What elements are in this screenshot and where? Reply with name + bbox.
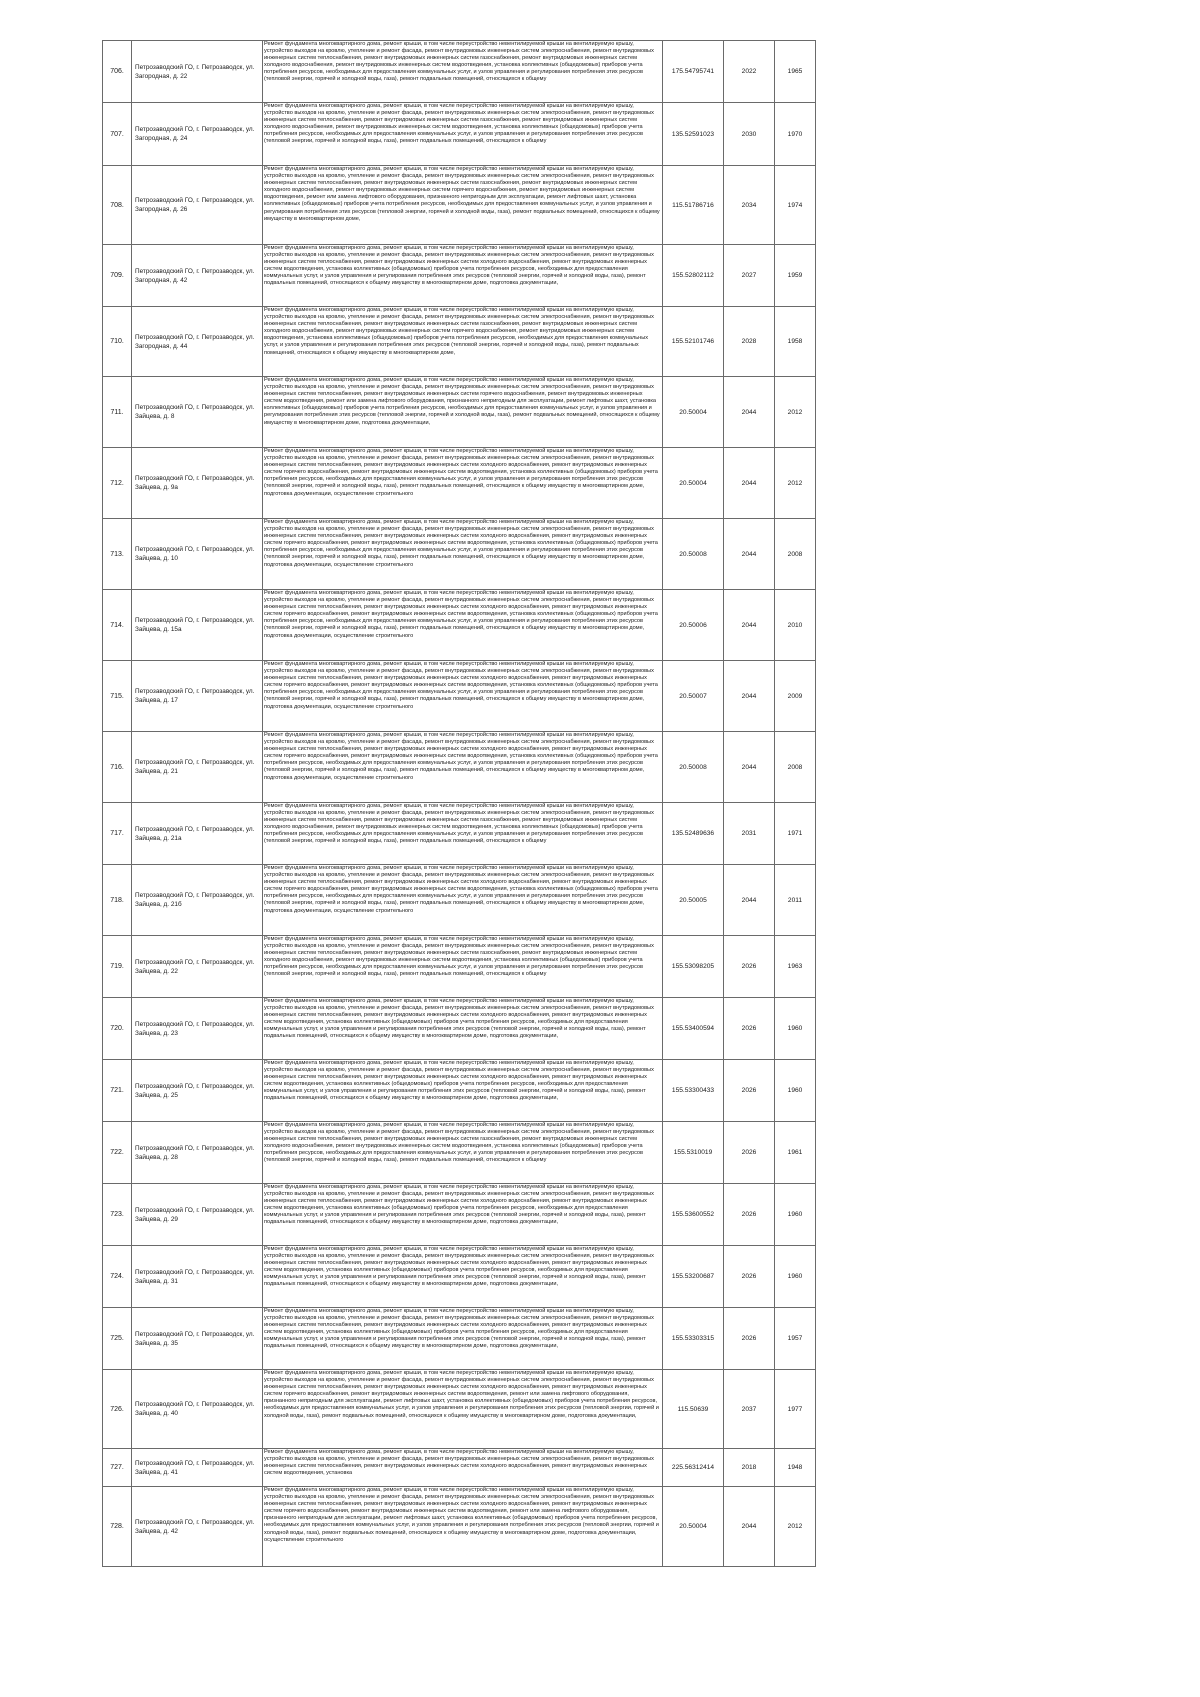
cost-cell: 135.52591023 (663, 103, 724, 166)
address-cell: Петрозаводский ГО, г. Петрозаводск, ул. Зайцева, д. 25 (132, 1060, 263, 1122)
repair-year-cell: 2026 (724, 998, 775, 1060)
built-year-cell: 1961 (775, 1122, 816, 1184)
works-text: Ремонт фундамента многоквартирного дома, ремонт крыши, в том числе переустройство невентилируемой крыши на вентилируемую крышу, устройство выходов на кровлю, утепление и ремонт фасада, ремонт внутридомовых инженерных систем электроснабжения, ремонт внутридомовых инженерных систем теплоснабжения, ремонт внутридомовых инженерных систем газоснабжения, ремонт внутридомовых инженерных систем холодного водоснабжения, ремонт внутридомовых инженерных систем водоотведения, установка коллективных (общедомовых) приборов учета потребления ресурсов, необходимых для предоставления коммунальных услуг, и узлов управления и регулирования потребления этих ресурсов (тепловой энергии, горячей и холодной воды, газа), ремонт подвальных помещений, относящихся к общему (264, 803, 654, 845)
cost-cell: 115.51786716 (663, 166, 724, 245)
works-cell (263, 1449, 663, 1487)
row-number: 711. (103, 377, 132, 448)
works-text: Ремонт фундамента многоквартирного дома, ремонт крыши, в том числе переустройство невентилируемой крыши на вентилируемую крышу, устройство выходов на кровлю, утепление и ремонт фасада, ремонт внутридомовых инженерных систем электроснабжения, ремонт внутридомовых инженерных систем теплоснабжения, ремонт внутридомовых инженерных систем холодного водоснабжения, ремонт внутридомовых инженерных систем водоотведения, установка коллективных (общедомовых) приборов учета потребления ресурсов, необходимых для предоставления коммунальных услуг, и узлов управления и регулирования потребления этих ресурсов (тепловой энергии, горячей и холодной воды, газа), ремонт подвальных помещений, относящихся к общему имуществу в многоквартирном доме, подготовка документации, (264, 998, 654, 1040)
works-cell (263, 307, 663, 377)
row-number: 726. (103, 1370, 132, 1449)
repair-year-cell: 2026 (724, 1184, 775, 1246)
works-text: Ремонт фундамента многоквартирного дома, ремонт крыши, в том числе переустройство невентилируемой крыши на вентилируемую крышу, устройство выходов на кровлю, утепление и ремонт фасада, ремонт внутридомовых инженерных систем электроснабжения, ремонт внутридомовых инженерных систем теплоснабжения, ремонт внутридомовых инженерных систем газоснабжения, ремонт внутридомовых инженерных систем холодного водоснабжения, ремонт внутридомовых инженерных систем горячего водоснабжения, ремонт внутридомовых инженерных систем водоотведения, ремонт или замена лифтового оборудования, признанного непригодным для эксплуатации, ремонт лифтовых шахт, установка коллективных (общедомовых) приборов учета потребления ресурсов, необходимых для предоставления коммунальных услуг, и узлов управления и регулирования потребления этих ресурсов (тепловой энергии, горячей и холодной воды, газа), ремонт подвальных помещений, относящихся к общему имуществу в многоквартирном доме, (264, 166, 660, 222)
repair-year-cell: 2044 (724, 519, 775, 590)
table-row (103, 865, 816, 936)
address-cell: Петрозаводский ГО, г. Петрозаводск, ул. Зайцева, д. 41 (132, 1449, 263, 1487)
cost-cell: 225.56312414 (663, 1449, 724, 1487)
works-text: Ремонт фундамента многоквартирного дома, ремонт крыши, в том числе переустройство невентилируемой крыши на вентилируемую крышу, устройство выходов на кровлю, утепление и ремонт фасада, ремонт внутридомовых инженерных систем электроснабжения, ремонт внутридомовых инженерных систем теплоснабжения, ремонт внутридомовых инженерных систем холодного водоснабжения, ремонт внутридомовых инженерных систем водоотведения, установка коллективных (общедомовых) приборов учета потребления ресурсов, необходимых для предоставления коммунальных услуг, и узлов управления и регулирования потребления этих ресурсов (тепловой энергии, горячей и холодной воды, газа), ремонт подвальных помещений, относящихся к общему имуществу в многоквартирном доме, подготовка документации, (264, 245, 654, 287)
built-year-cell: 1960 (775, 1184, 816, 1246)
works-cell (263, 998, 663, 1060)
built-year-cell: 1958 (775, 307, 816, 377)
address-cell: Петрозаводский ГО, г. Петрозаводск, ул. Зайцева, д. 22 (132, 936, 263, 998)
works-cell (263, 936, 663, 998)
cost-cell: 155.53200687 (663, 1246, 724, 1308)
cost-cell: 20.50008 (663, 519, 724, 590)
address-cell: Петрозаводский ГО, г. Петрозаводск, ул. Зайцева, д. 40 (132, 1370, 263, 1449)
table-row (103, 1487, 816, 1567)
works-cell (263, 245, 663, 307)
built-year-cell: 1977 (775, 1370, 816, 1449)
table-row (103, 41, 816, 103)
repair-year-cell: 2044 (724, 661, 775, 732)
repair-year-cell: 2044 (724, 590, 775, 661)
works-text: Ремонт фундамента многоквартирного дома, ремонт крыши, в том числе переустройство невентилируемой крыши на вентилируемую крышу, устройство выходов на кровлю, утепление и ремонт фасада, ремонт внутридомовых инженерных систем электроснабжения, ремонт внутридомовых инженерных систем теплоснабжения, ремонт внутридомовых инженерных систем газоснабжения, ремонт внутридомовых инженерных систем холодного водоснабжения, ремонт внутридомовых инженерных систем водоотведения, установка коллективных (общедомовых) приборов учета потребления ресурсов, необходимых для предоставления коммунальных услуг, и узлов управления и регулирования потребления этих ресурсов (тепловой энергии, горячей и холодной воды, газа), ремонт подвальных помещений, относящихся к общему (264, 1122, 654, 1164)
works-cell (263, 103, 663, 166)
repair-year-cell: 2037 (724, 1370, 775, 1449)
table-row (103, 519, 816, 590)
address-cell: Петрозаводский ГО, г. Петрозаводск, ул. Зайцева, д. 35 (132, 1308, 263, 1370)
built-year-cell: 1960 (775, 998, 816, 1060)
repair-year-cell: 2026 (724, 1246, 775, 1308)
works-cell (263, 41, 663, 103)
built-year-cell: 1971 (775, 803, 816, 865)
repair-year-cell: 2022 (724, 41, 775, 103)
built-year-cell: 2012 (775, 448, 816, 519)
works-cell (263, 1246, 663, 1308)
cost-cell: 20.50005 (663, 865, 724, 936)
cost-cell: 20.50004 (663, 1487, 724, 1567)
row-number: 727. (103, 1449, 132, 1487)
row-number: 719. (103, 936, 132, 998)
table-row (103, 1246, 816, 1308)
works-cell (263, 865, 663, 936)
table-row (103, 245, 816, 307)
capital-repair-table (102, 40, 816, 1567)
works-text: Ремонт фундамента многоквартирного дома, ремонт крыши, в том числе переустройство невентилируемой крыши на вентилируемую крышу, устройство выходов на кровлю, утепление и ремонт фасада, ремонт внутридомовых инженерных систем электроснабжения, ремонт внутридомовых инженерных систем теплоснабжения, ремонт внутридомовых инженерных систем холодного водоснабжения, ремонт внутридомовых инженерных систем водоотведения, установка коллективных (общедомовых) приборов учета потребления ресурсов, необходимых для предоставления коммунальных услуг, и узлов управления и регулирования потребления этих ресурсов (тепловой энергии, горячей и холодной воды, газа), ремонт подвальных помещений, относящихся к общему имуществу в многоквартирном доме, подготовка документации, (264, 1246, 654, 1288)
cost-cell: 155.53600552 (663, 1184, 724, 1246)
repair-year-cell: 2044 (724, 865, 775, 936)
address-cell: Петрозаводский ГО, г. Петрозаводск, ул. Загородная, д. 22 (132, 41, 263, 103)
table-row (103, 1308, 816, 1370)
cost-cell: 175.54795741 (663, 41, 724, 103)
table-row (103, 377, 816, 448)
works-text: Ремонт фундамента многоквартирного дома, ремонт крыши, в том числе переустройство невентилируемой крыши на вентилируемую крышу, устройство выходов на кровлю, утепление и ремонт фасада, ремонт внутридомовых инженерных систем электроснабжения, ремонт внутридомовых инженерных систем теплоснабжения, ремонт внутридомовых инженерных систем холодного водоснабжения, ремонт внутридомовых инженерных систем горячего водоснабжения, ремонт внутридомовых инженерных систем водоотведения, установка коллективных (общедомовых) приборов учета потребления ресурсов, необходимых для предоставления коммунальных услуг, и узлов управления и регулирования потребления этих ресурсов (тепловой энергии, горячей и холодной воды, газа), ремонт подвальных помещений, относящихся к общему имуществу в многоквартирном доме, подготовка документации, осуществление строительного (264, 661, 658, 710)
works-cell (263, 377, 663, 448)
built-year-cell: 2011 (775, 865, 816, 936)
table-row (103, 1184, 816, 1246)
table-row (103, 103, 816, 166)
repair-year-cell: 2044 (724, 377, 775, 448)
repair-year-cell: 2034 (724, 166, 775, 245)
works-cell (263, 1370, 663, 1449)
works-cell (263, 1060, 663, 1122)
repair-year-cell: 2031 (724, 803, 775, 865)
row-number: 713. (103, 519, 132, 590)
repair-year-cell: 2044 (724, 732, 775, 803)
works-cell (263, 166, 663, 245)
works-text: Ремонт фундамента многоквартирного дома, ремонт крыши, в том числе переустройство невентилируемой крыши на вентилируемую крышу, устройство выходов на кровлю, утепление и ремонт фасада, ремонт внутридомовых инженерных систем электроснабжения, ремонт внутридомовых инженерных систем теплоснабжения, ремонт внутридомовых инженерных систем газоснабжения, ремонт внутридомовых инженерных систем холодного водоснабжения, ремонт внутридомовых инженерных систем горячего водоснабжения, ремонт внутридомовых инженерных систем водоотведения, установка коллективных (общедомовых) приборов учета потребления ресурсов, необходимых для предоставления коммунальных услуг, и узлов управления и регулирования потребления этих ресурсов (тепловой энергии, горячей и холодной воды, газа), ремонт подвальных помещений, относящихся к общему имуществу в многоквартирном доме, (264, 307, 654, 356)
row-number: 728. (103, 1487, 132, 1567)
address-cell: Петрозаводский ГО, г. Петрозаводск, ул. Загородная, д. 44 (132, 307, 263, 377)
row-number: 710. (103, 307, 132, 377)
built-year-cell: 2009 (775, 661, 816, 732)
works-text: Ремонт фундамента многоквартирного дома, ремонт крыши, в том числе переустройство невентилируемой крыши на вентилируемую крышу, устройство выходов на кровлю, утепление и ремонт фасада, ремонт внутридомовых инженерных систем электроснабжения, ремонт внутридомовых инженерных систем теплоснабжения, ремонт внутридомовых инженерных систем холодного водоснабжения, ремонт внутридомовых инженерных систем горячего водоснабжения, ремонт внутридомовых инженерных систем водоотведения, установка коллективных (общедомовых) приборов учета потребления ресурсов, необходимых для предоставления коммунальных услуг, и узлов управления и регулирования потребления этих ресурсов (тепловой энергии, горячей и холодной воды, газа), ремонт подвальных помещений, относящихся к общему имуществу в многоквартирном доме, подготовка документации, осуществление строительного (264, 732, 658, 781)
cost-cell: 135.52489636 (663, 803, 724, 865)
built-year-cell: 1965 (775, 41, 816, 103)
address-cell: Петрозаводский ГО, г. Петрозаводск, ул. Зайцева, д. 21 (132, 732, 263, 803)
cost-cell: 20.50004 (663, 377, 724, 448)
works-text: Ремонт фундамента многоквартирного дома, ремонт крыши, в том числе переустройство невентилируемой крыши на вентилируемую крышу, устройство выходов на кровлю, утепление и ремонт фасада, ремонт внутридомовых инженерных систем электроснабжения, ремонт внутридомовых инженерных систем теплоснабжения, ремонт внутридомовых инженерных систем горячего водоснабжения, ремонт внутридомовых инженерных систем водоотведения, ремонт или замена лифтового оборудования, признанного непригодным для эксплуатации, ремонт лифтовых шахт, установка коллективных (общедомовых) приборов учета потребления ресурсов, необходимых для предоставления коммунальных услуг, и узлов управления и регулирования потребления этих ресурсов (тепловой энергии, горячей и холодной воды, газа), ремонт подвальных помещений, относящихся к общему имуществу в многоквартирном доме, подготовка документации, (264, 377, 660, 426)
address-cell: Петрозаводский ГО, г. Петрозаводск, ул. Загородная, д. 42 (132, 245, 263, 307)
works-text: Ремонт фундамента многоквартирного дома, ремонт крыши, в том числе переустройство невентилируемой крыши на вентилируемую крышу, устройство выходов на кровлю, утепление и ремонт фасада, ремонт внутридомовых инженерных систем электроснабжения, ремонт внутридомовых инженерных систем теплоснабжения, ремонт внутридомовых инженерных систем холодного водоснабжения, ремонт внутридомовых инженерных систем горячего водоснабжения, ремонт внутридомовых инженерных систем водоотведения, установка коллективных (общедомовых) приборов учета потребления ресурсов, необходимых для предоставления коммунальных услуг, и узлов управления и регулирования потребления этих ресурсов (тепловой энергии, горячей и холодной воды, газа), ремонт подвальных помещений, относящихся к общему имуществу в многоквартирном доме, подготовка документации, осуществление строительного (264, 448, 658, 497)
table-row (103, 1060, 816, 1122)
cost-cell: 115.50639 (663, 1370, 724, 1449)
repair-year-cell: 2030 (724, 103, 775, 166)
row-number: 725. (103, 1308, 132, 1370)
works-text: Ремонт фундамента многоквартирного дома, ремонт крыши, в том числе переустройство невентилируемой крыши на вентилируемую крышу, устройство выходов на кровлю, утепление и ремонт фасада, ремонт внутридомовых инженерных систем электроснабжения, ремонт внутридомовых инженерных систем теплоснабжения, ремонт внутридомовых инженерных систем холодного водоснабжения, ремонт внутридомовых инженерных систем горячего водоснабжения, ремонт внутридомовых инженерных систем водоотведения, установка коллективных (общедомовых) приборов учета потребления ресурсов, необходимых для предоставления коммунальных услуг, и узлов управления и регулирования потребления этих ресурсов (тепловой энергии, горячей и холодной воды, газа), ремонт подвальных помещений, относящихся к общему имуществу в многоквартирном доме, подготовка документации, осуществление строительного (264, 519, 658, 568)
cost-cell: 155.52101746 (663, 307, 724, 377)
works-cell (263, 448, 663, 519)
address-cell: Петрозаводский ГО, г. Петрозаводск, ул. Зайцева, д. 8 (132, 377, 263, 448)
works-cell (263, 590, 663, 661)
works-cell (263, 519, 663, 590)
row-number: 715. (103, 661, 132, 732)
row-number: 712. (103, 448, 132, 519)
works-cell (263, 1184, 663, 1246)
cost-cell: 155.52802112 (663, 245, 724, 307)
table-row (103, 307, 816, 377)
built-year-cell: 2008 (775, 732, 816, 803)
cost-cell: 20.50006 (663, 590, 724, 661)
works-text: Ремонт фундамента многоквартирного дома, ремонт крыши, в том числе переустройство невентилируемой крыши на вентилируемую крышу, устройство выходов на кровлю, утепление и ремонт фасада, ремонт внутридомовых инженерных систем электроснабжения, ремонт внутридомовых инженерных систем теплоснабжения, ремонт внутридомовых инженерных систем холодного водоснабжения, ремонт внутридомовых инженерных систем водоотведения, установка коллективных (общедомовых) приборов учета потребления ресурсов, необходимых для предоставления коммунальных услуг, и узлов управления и регулирования потребления этих ресурсов (тепловой энергии, горячей и холодной воды, газа), ремонт подвальных помещений, относящихся к общему имуществу в многоквартирном доме, подготовка документации, (264, 1060, 654, 1102)
repair-year-cell: 2028 (724, 307, 775, 377)
address-cell: Петрозаводский ГО, г. Петрозаводск, ул. Зайцева, д. 21а (132, 803, 263, 865)
address-cell: Петрозаводский ГО, г. Петрозаводск, ул. Зайцева, д. 17 (132, 661, 263, 732)
works-text: Ремонт фундамента многоквартирного дома, ремонт крыши, в том числе переустройство невентилируемой крыши на вентилируемую крышу, устройство выходов на кровлю, утепление и ремонт фасада, ремонт внутридомовых инженерных систем электроснабжения, ремонт внутридомовых инженерных систем теплоснабжения, ремонт внутридомовых инженерных систем холодного водоснабжения, ремонт внутридомовых инженерных систем горячего водоснабжения, ремонт внутридомовых инженерных систем водоотведения, установка коллективных (общедомовых) приборов учета потребления ресурсов, необходимых для предоставления коммунальных услуг, и узлов управления и регулирования потребления этих ресурсов (тепловой энергии, горячей и холодной воды, газа), ремонт подвальных помещений, относящихся к общему имуществу в многоквартирном доме, подготовка документации, осуществление строительного (264, 865, 658, 914)
row-number: 706. (103, 41, 132, 103)
table-row (103, 936, 816, 998)
table-row (103, 1122, 816, 1184)
table-row (103, 448, 816, 519)
cost-cell: 20.50004 (663, 448, 724, 519)
cost-cell: 155.53300433 (663, 1060, 724, 1122)
row-number: 714. (103, 590, 132, 661)
works-text: Ремонт фундамента многоквартирного дома, ремонт крыши, в том числе переустройство невентилируемой крыши на вентилируемую крышу, устройство выходов на кровлю, утепление и ремонт фасада, ремонт внутридомовых инженерных систем электроснабжения, ремонт внутридомовых инженерных систем теплоснабжения, ремонт внутридомовых инженерных систем газоснабжения, ремонт внутридомовых инженерных систем холодного водоснабжения, ремонт внутридомовых инженерных систем водоотведения, установка коллективных (общедомовых) приборов учета потребления ресурсов, необходимых для предоставления коммунальных услуг, и узлов управления и регулирования потребления этих ресурсов (тепловой энергии, горячей и холодной воды, газа), ремонт подвальных помещений, относящихся к общему (264, 936, 654, 978)
repair-year-cell: 2044 (724, 1487, 775, 1567)
cost-cell: 155.53098205 (663, 936, 724, 998)
address-cell: Петрозаводский ГО, г. Петрозаводск, ул. Зайцева, д. 42 (132, 1487, 263, 1567)
table-row (103, 661, 816, 732)
built-year-cell: 2012 (775, 1487, 816, 1567)
table-row (103, 1370, 816, 1449)
built-year-cell: 1957 (775, 1308, 816, 1370)
works-text: Ремонт фундамента многоквартирного дома, ремонт крыши, в том числе переустройство невентилируемой крыши на вентилируемую крышу, устройство выходов на кровлю, утепление и ремонт фасада, ремонт внутридомовых инженерных систем электроснабжения, ремонт внутридомовых инженерных систем теплоснабжения, ремонт внутридомовых инженерных систем холодного водоснабжения, ремонт внутридомовых инженерных систем водоотведения, установка коллективных (общедомовых) приборов учета потребления ресурсов, необходимых для предоставления коммунальных услуг, и узлов управления и регулирования потребления этих ресурсов (тепловой энергии, горячей и холодной воды, газа), ремонт подвальных помещений, относящихся к общему имуществу в многоквартирном доме, подготовка документации, (264, 1308, 654, 1350)
repair-year-cell: 2026 (724, 1060, 775, 1122)
row-number: 720. (103, 998, 132, 1060)
repair-year-cell: 2018 (724, 1449, 775, 1487)
table-row (103, 732, 816, 803)
built-year-cell: 1959 (775, 245, 816, 307)
repair-year-cell: 2026 (724, 1308, 775, 1370)
works-cell (263, 1122, 663, 1184)
works-text: Ремонт фундамента многоквартирного дома, ремонт крыши, в том числе переустройство невентилируемой крыши на вентилируемую крышу, устройство выходов на кровлю, утепление и ремонт фасада, ремонт внутридомовых инженерных систем электроснабжения, ремонт внутридомовых инженерных систем теплоснабжения, ремонт внутридомовых инженерных систем холодного водоснабжения, ремонт внутридомовых инженерных систем горячего водоснабжения, ремонт внутридомовых инженерных систем водоотведения, установка коллективных (общедомовых) приборов учета потребления ресурсов, необходимых для предоставления коммунальных услуг, и узлов управления и регулирования потребления этих ресурсов (тепловой энергии, горячей и холодной воды, газа), ремонт подвальных помещений, относящихся к общему имуществу в многоквартирном доме, подготовка документации, осуществление строительного (264, 590, 658, 639)
row-number: 721. (103, 1060, 132, 1122)
repair-year-cell: 2026 (724, 936, 775, 998)
works-text: Ремонт фундамента многоквартирного дома, ремонт крыши, в том числе переустройство невентилируемой крыши на вентилируемую крышу, устройство выходов на кровлю, утепление и ремонт фасада, ремонт внутридомовых инженерных систем электроснабжения, ремонт внутридомовых инженерных систем теплоснабжения, ремонт внутридомовых инженерных систем холодного водоснабжения, ремонт внутридомовых инженерных систем водоотведения, установка (264, 1449, 654, 1477)
works-text: Ремонт фундамента многоквартирного дома, ремонт крыши, в том числе переустройство невентилируемой крыши на вентилируемую крышу, устройство выходов на кровлю, утепление и ремонт фасада, ремонт внутридомовых инженерных систем электроснабжения, ремонт внутридомовых инженерных систем теплоснабжения, ремонт внутридомовых инженерных систем холодного водоснабжения, ремонт внутридомовых инженерных систем горячего водоснабжения, ремонт внутридомовых инженерных систем водоотведения, ремонт или замена лифтового оборудования, признанного непригодным для эксплуатации, ремонт лифтовых шахт, установка коллективных (общедомовых) приборов учета потребления ресурсов, необходимых для предоставления коммунальных услуг, и узлов управления и регулирования потребления этих ресурсов (тепловой энергии, горячей и холодной воды, газа), ремонт подвальных помещений, относящихся к общему имуществу в многоквартирном доме, подготовка документации, осуществление строительного (264, 1487, 659, 1543)
cost-cell: 155.53303315 (663, 1308, 724, 1370)
row-number: 718. (103, 865, 132, 936)
built-year-cell: 1970 (775, 103, 816, 166)
row-number: 724. (103, 1246, 132, 1308)
repair-year-cell: 2026 (724, 1122, 775, 1184)
built-year-cell: 2010 (775, 590, 816, 661)
built-year-cell: 2008 (775, 519, 816, 590)
address-cell: Петрозаводский ГО, г. Петрозаводск, ул. Зайцева, д. 31 (132, 1246, 263, 1308)
address-cell: Петрозаводский ГО, г. Петрозаводск, ул. Зайцева, д. 28 (132, 1122, 263, 1184)
row-number: 722. (103, 1122, 132, 1184)
cost-cell: 155.5310019 (663, 1122, 724, 1184)
works-text: Ремонт фундамента многоквартирного дома, ремонт крыши, в том числе переустройство невентилируемой крыши на вентилируемую крышу, устройство выходов на кровлю, утепление и ремонт фасада, ремонт внутридомовых инженерных систем электроснабжения, ремонт внутридомовых инженерных систем теплоснабжения, ремонт внутридомовых инженерных систем холодного водоснабжения, ремонт внутридомовых инженерных систем водоотведения, установка коллективных (общедомовых) приборов учета потребления ресурсов, необходимых для предоставления коммунальных услуг, и узлов управления и регулирования потребления этих ресурсов (тепловой энергии, горячей и холодной воды, газа), ремонт подвальных помещений, относящихся к общему имуществу в многоквартирном доме, подготовка документации, (264, 1184, 654, 1226)
row-number: 717. (103, 803, 132, 865)
address-cell: Петрозаводский ГО, г. Петрозаводск, ул. Загородная, д. 26 (132, 166, 263, 245)
built-year-cell: 1974 (775, 166, 816, 245)
works-cell (263, 732, 663, 803)
cost-cell: 155.53400594 (663, 998, 724, 1060)
row-number: 723. (103, 1184, 132, 1246)
works-text: Ремонт фундамента многоквартирного дома, ремонт крыши, в том числе переустройство невентилируемой крыши на вентилируемую крышу, устройство выходов на кровлю, утепление и ремонт фасада, ремонт внутридомовых инженерных систем электроснабжения, ремонт внутридомовых инженерных систем теплоснабжения, ремонт внутридомовых инженерных систем холодного водоснабжения, ремонт внутридомовых инженерных систем горячего водоснабжения, ремонт внутридомовых инженерных систем водоотведения, ремонт или замена лифтового оборудования, признанного непригодным для эксплуатации, ремонт лифтовых шахт, установка коллективных (общедомовых) приборов учета потребления ресурсов, необходимых для предоставления коммунальных услуг, и узлов управления и регулирования потребления этих ресурсов (тепловой энергии, горячей и холодной воды, газа), ремонт подвальных помещений, относящихся к общему имуществу в многоквартирном доме, подготовка документации, (264, 1370, 659, 1419)
works-text: Ремонт фундамента многоквартирного дома, ремонт крыши, в том числе переустройство невентилируемой крыши на вентилируемую крышу, устройство выходов на кровлю, утепление и ремонт фасада, ремонт внутридомовых инженерных систем электроснабжения, ремонт внутридомовых инженерных систем теплоснабжения, ремонт внутридомовых инженерных систем газоснабжения, ремонт внутридомовых инженерных систем холодного водоснабжения, ремонт внутридомовых инженерных систем водоотведения, установка коллективных (общедомовых) приборов учета потребления ресурсов, необходимых для предоставления коммунальных услуг, и узлов управления и регулирования потребления этих ресурсов (тепловой энергии, горячей и холодной воды, газа), ремонт подвальных помещений, относящихся к общему (264, 103, 654, 145)
built-year-cell: 2012 (775, 377, 816, 448)
cost-cell: 20.50008 (663, 732, 724, 803)
works-cell (263, 661, 663, 732)
table-row (103, 1449, 816, 1487)
works-cell (263, 1308, 663, 1370)
table-body (103, 41, 816, 1567)
works-cell (263, 803, 663, 865)
repair-year-cell: 2044 (724, 448, 775, 519)
row-number: 708. (103, 166, 132, 245)
row-number: 707. (103, 103, 132, 166)
table-row (103, 998, 816, 1060)
row-number: 716. (103, 732, 132, 803)
address-cell: Петрозаводский ГО, г. Петрозаводск, ул. Зайцева, д. 15а (132, 590, 263, 661)
address-cell: Петрозаводский ГО, г. Петрозаводск, ул. Зайцева, д. 21б (132, 865, 263, 936)
address-cell: Петрозаводский ГО, г. Петрозаводск, ул. Зайцева, д. 9а (132, 448, 263, 519)
repair-year-cell: 2027 (724, 245, 775, 307)
built-year-cell: 1963 (775, 936, 816, 998)
address-cell: Петрозаводский ГО, г. Петрозаводск, ул. Зайцева, д. 29 (132, 1184, 263, 1246)
built-year-cell: 1960 (775, 1246, 816, 1308)
address-cell: Петрозаводский ГО, г. Петрозаводск, ул. Зайцева, д. 23 (132, 998, 263, 1060)
row-number: 709. (103, 245, 132, 307)
cost-cell: 20.50007 (663, 661, 724, 732)
table-row (103, 590, 816, 661)
table-row (103, 803, 816, 865)
address-cell: Петрозаводский ГО, г. Петрозаводск, ул. Зайцева, д. 10 (132, 519, 263, 590)
address-cell: Петрозаводский ГО, г. Петрозаводск, ул. Загородная, д. 24 (132, 103, 263, 166)
table-row (103, 166, 816, 245)
built-year-cell: 1948 (775, 1449, 816, 1487)
built-year-cell: 1960 (775, 1060, 816, 1122)
works-cell (263, 1487, 663, 1567)
works-text: Ремонт фундамента многоквартирного дома, ремонт крыши, в том числе переустройство невентилируемой крыши на вентилируемую крышу, устройство выходов на кровлю, утепление и ремонт фасада, ремонт внутридомовых инженерных систем электроснабжения, ремонт внутридомовых инженерных систем теплоснабжения, ремонт внутридомовых инженерных систем газоснабжения, ремонт внутридомовых инженерных систем холодного водоснабжения, ремонт внутридомовых инженерных систем водоотведения, установка коллективных (общедомовых) приборов учета потребления ресурсов, необходимых для предоставления коммунальных услуг, и узлов управления и регулирования потребления этих ресурсов (тепловой энергии, горячей и холодной воды, газа), ремонт подвальных помещений, относящихся к общему (264, 41, 654, 83)
